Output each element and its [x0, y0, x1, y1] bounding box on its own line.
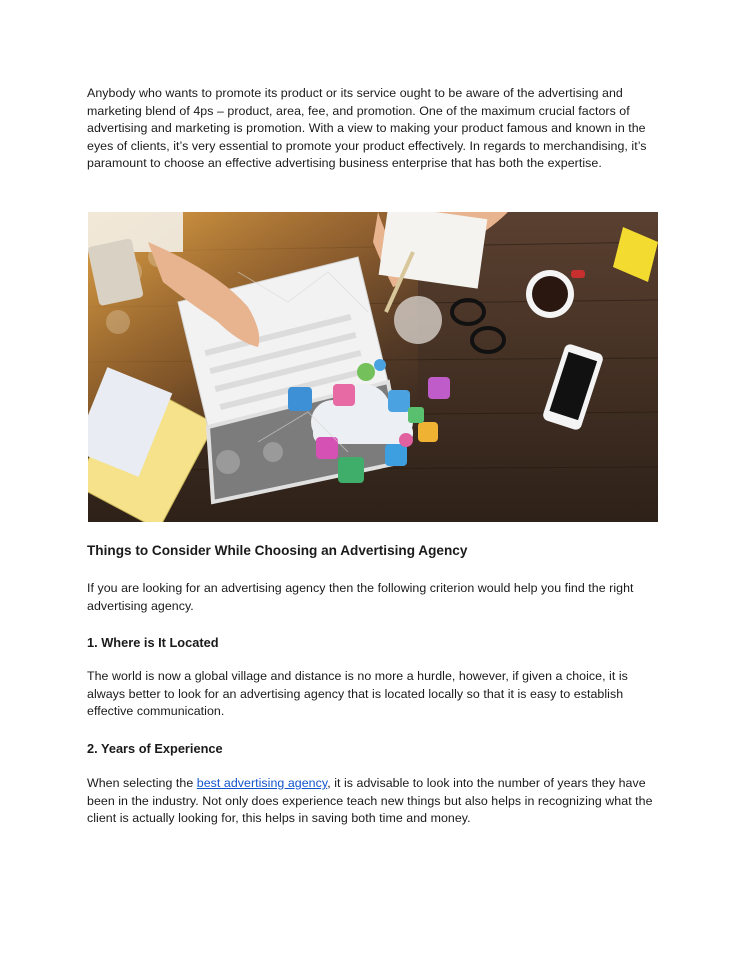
item-heading-experience: 2. Years of Experience — [87, 741, 223, 756]
experience-text-after: , it is advisable to look into the number of years they have been in the industry. Not only does experience teach new things but also helps in recognizing what the client is actually looking for, this helps in saving both time and money. — [87, 776, 653, 826]
item-paragraph-experience — [87, 775, 657, 828]
experience-text-before: When selecting the — [87, 776, 197, 790]
best-advertising-agency-link[interactable]: best advertising agency — [196, 776, 328, 790]
marketing-illustration-photo — [88, 212, 658, 522]
item-heading-location: 1. Where is It Located — [87, 635, 219, 650]
section-intro-paragraph: If you are looking for an advertising agency then the following criterion would help you find the right advertising agency. — [87, 581, 634, 613]
desk-scene-graphic — [88, 212, 658, 522]
intro-paragraph: Anybody who wants to promote its product or its service ought to be aware of the advertising and marketing blend of 4ps – product, area, fee, and promotion. One of the maximum crucial factors of advertising and marketing is promotion. With a view to making your product famous and known in the eyes of clients, it’s very essential to promote your product effectively. In regards to merchandising, it’s paramount to choose an effective advertising business enterprise that has both the expertise. — [87, 86, 647, 171]
item-paragraph-location: The world is now a global village and distance is no more a hurdle, however, if given a choice, it is always better to look for an advertising agency that is located locally so that it is easy to establish effective communication. — [87, 669, 628, 719]
section-heading: Things to Consider While Choosing an Advertising Agency — [87, 543, 468, 558]
